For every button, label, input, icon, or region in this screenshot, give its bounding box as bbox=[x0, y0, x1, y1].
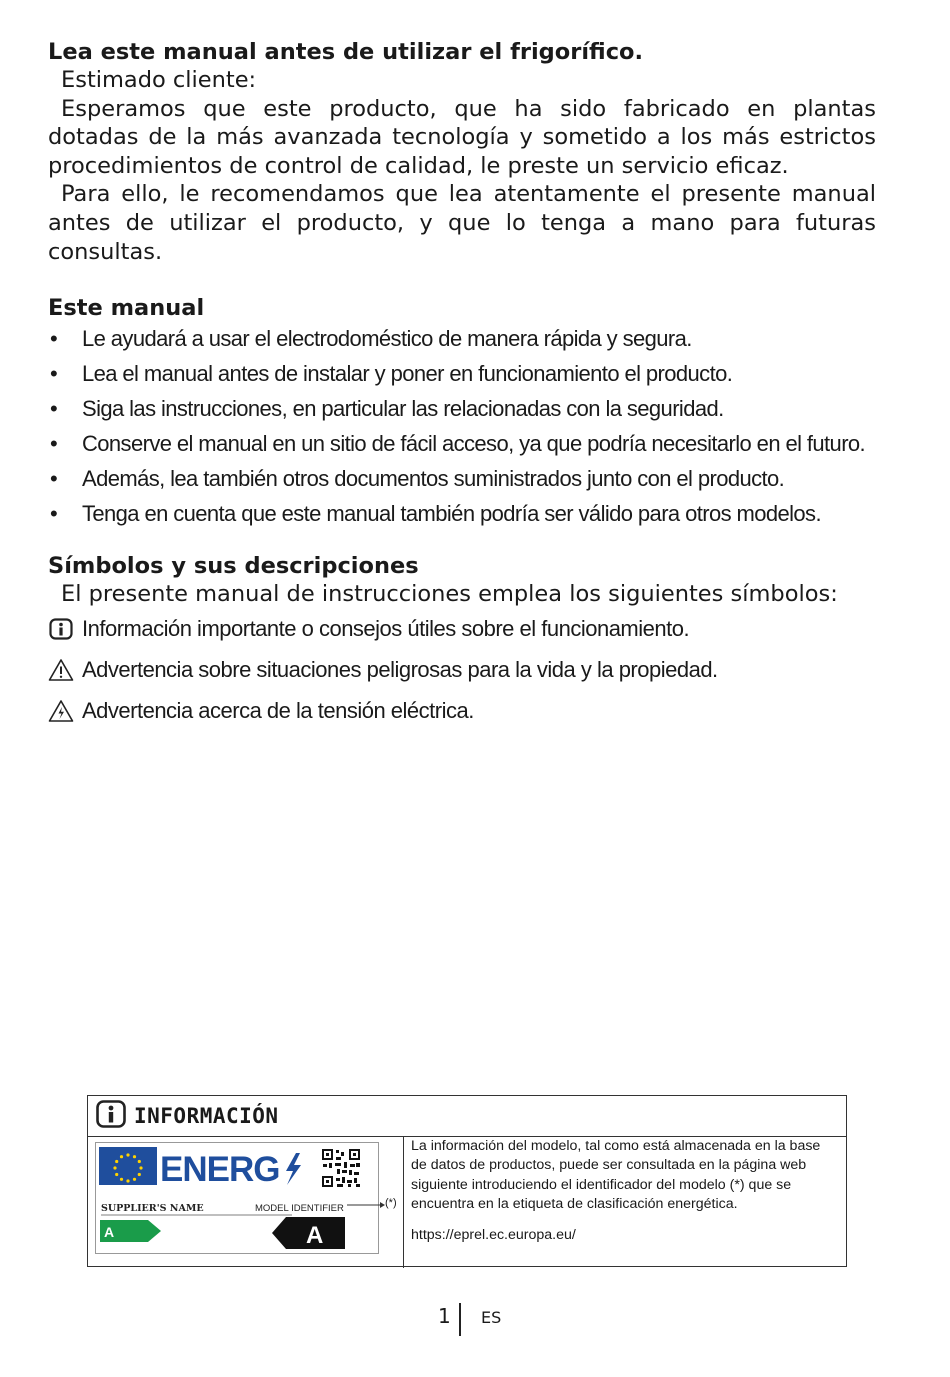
list-item: • Conserve el manual en un sitio de fácil acceso, ya que podría necesitarlo en el futuro. bbox=[50, 431, 866, 457]
electric-warning-icon bbox=[48, 698, 74, 724]
symbol-row-electric: Advertencia acerca de la tensión eléctrica. bbox=[48, 690, 876, 731]
intro-paragraph-1: Esperamos que este producto, que ha sido fabricado en plantas dotadas de la más avanzada tecnología y sometido a los más estrictos procedimientos de control de calidad, le preste un servicio eficaz. bbox=[48, 95, 876, 179]
page-content bbox=[48, 38, 876, 731]
list-item: • Además, lea también otros documentos suministrados junto con el producto. bbox=[50, 466, 785, 492]
symbols-intro: El presente manual de instrucciones emplea los siguientes símbolos: bbox=[61, 581, 838, 608]
info-box bbox=[87, 1095, 847, 1267]
info-box-title: INFORMACIÓN bbox=[134, 1104, 279, 1128]
document-title: Lea este manual antes de utilizar el frigorífico. bbox=[48, 39, 644, 65]
energy-class-small: A bbox=[104, 1224, 115, 1240]
footer-divider bbox=[459, 1303, 461, 1336]
supplier-name: SUPPLIER'S NAME bbox=[101, 1203, 204, 1214]
symbols-heading: Símbolos y sus descripciones bbox=[48, 553, 419, 580]
lightning-icon bbox=[286, 1153, 301, 1185]
symbol-row-info: Información importante o consejos útiles sobre el funcionamiento. bbox=[48, 608, 876, 649]
symbol-row-warning: Advertencia sobre situaciones peligrosas para la vida y la propiedad. bbox=[48, 649, 876, 690]
language-code: ES bbox=[481, 1308, 502, 1327]
energy-class-large: A bbox=[306, 1222, 324, 1249]
list-item: • Tenga en cuenta que este manual también podría ser válido para otros modelos. bbox=[50, 501, 821, 527]
energy-label-word: ENERG bbox=[160, 1150, 280, 1189]
model-identifier: MODEL IDENTIFIER bbox=[255, 1203, 344, 1214]
list-item: • Siga las instrucciones, en particular las relacionadas con la seguridad. bbox=[50, 396, 724, 422]
list-item: • Lea el manual antes de instalar y poner en funcionamiento el producto. bbox=[50, 361, 733, 387]
info-icon bbox=[48, 616, 74, 642]
info-box-header bbox=[88, 1096, 846, 1137]
energy-label-cell bbox=[88, 1137, 404, 1268]
manual-bullet-list bbox=[48, 324, 876, 528]
pointer-arrow-icon bbox=[347, 1199, 387, 1211]
qr-code-icon bbox=[322, 1149, 360, 1187]
greeting: Estimado cliente: bbox=[61, 67, 257, 93]
page-number: 1 bbox=[438, 1304, 451, 1328]
intro-paragraph-2: Para ello, le recomendamos que lea atentamente el presente manual antes de utilizar el producto, y que lo tenga a mano para futuras consultas. bbox=[48, 181, 876, 265]
energy-label bbox=[95, 1142, 379, 1254]
list-item: • Le ayudará a usar el electrodoméstico de manera rápida y segura. bbox=[50, 326, 692, 352]
model-marker: (*) bbox=[385, 1197, 397, 1209]
eprel-link[interactable]: https://eprel.ec.europa.eu/ bbox=[411, 1226, 576, 1243]
info-text: La información del modelo, tal como está almacenada en la base de datos de productos, puede ser consultada en la página web siguiente introduciendo el identificador del modelo (*) que se encuentra en la etiqueta de clasificación energética. bbox=[411, 1138, 821, 1213]
manual-heading: Este manual bbox=[48, 295, 205, 322]
page-footer bbox=[0, 1300, 950, 1340]
eu-flag-icon bbox=[99, 1147, 157, 1185]
info-text-cell bbox=[404, 1137, 846, 1268]
info-icon bbox=[96, 1100, 126, 1132]
warning-triangle-icon bbox=[48, 657, 74, 683]
